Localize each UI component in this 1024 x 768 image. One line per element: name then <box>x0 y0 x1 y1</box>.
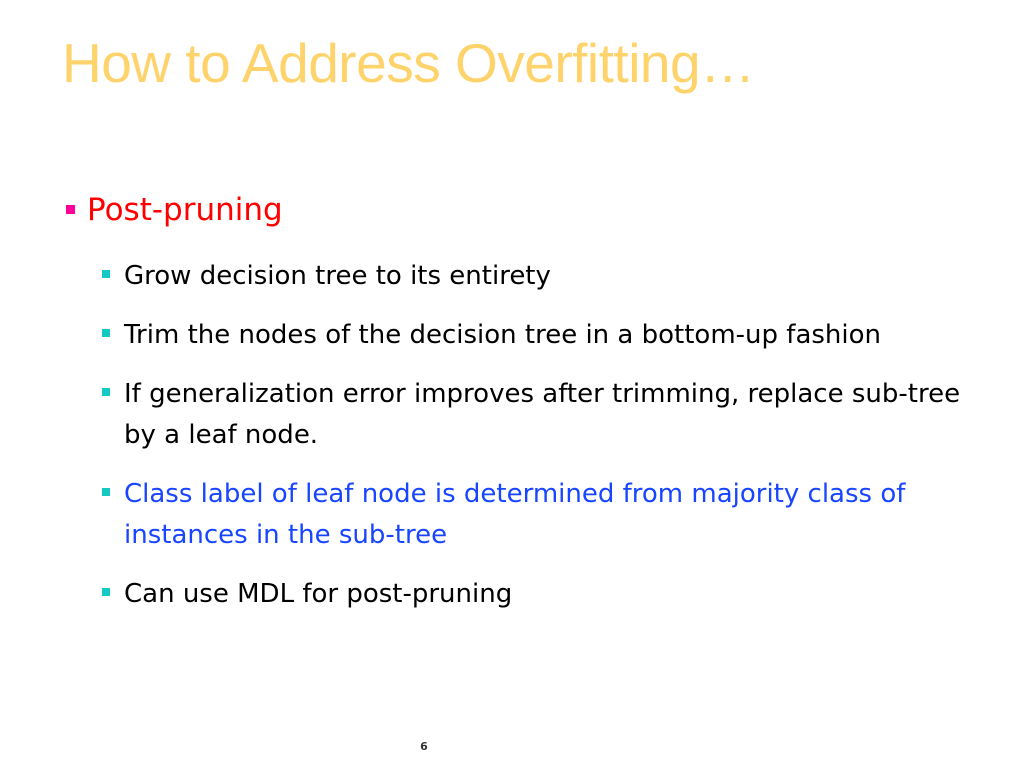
square-bullet-icon <box>102 588 110 596</box>
square-bullet-icon <box>102 388 110 396</box>
bullet-label: Post-pruning <box>87 192 283 228</box>
square-bullet-icon <box>102 270 110 278</box>
bullet-post-pruning <box>66 189 283 231</box>
sub-bullet-item <box>102 574 982 615</box>
sub-bullet-text: Class label of leaf node is determined from majority class of instances in the sub-tree <box>124 479 906 550</box>
square-bullet-icon <box>102 329 110 337</box>
sub-bullet-text: Can use MDL for post-pruning <box>124 579 513 609</box>
sub-bullet-item <box>102 374 982 456</box>
sub-bullet-text: If generalization error improves after trimming, replace sub-tree by a leaf node. <box>124 379 961 450</box>
square-bullet-icon <box>102 488 110 496</box>
square-bullet-icon <box>66 205 75 214</box>
sub-bullet-text: Grow decision tree to its entirety <box>124 261 551 291</box>
page-number: 6 <box>420 740 428 753</box>
sub-bullet-item <box>102 474 982 556</box>
sub-bullet-text: Trim the nodes of the decision tree in a bottom-up fashion <box>124 320 882 350</box>
sub-bullet-item <box>102 256 982 297</box>
sub-bullet-item <box>102 315 982 356</box>
slide-title: How to Address Overfitting… <box>62 32 755 94</box>
sub-bullet-list <box>102 256 982 633</box>
